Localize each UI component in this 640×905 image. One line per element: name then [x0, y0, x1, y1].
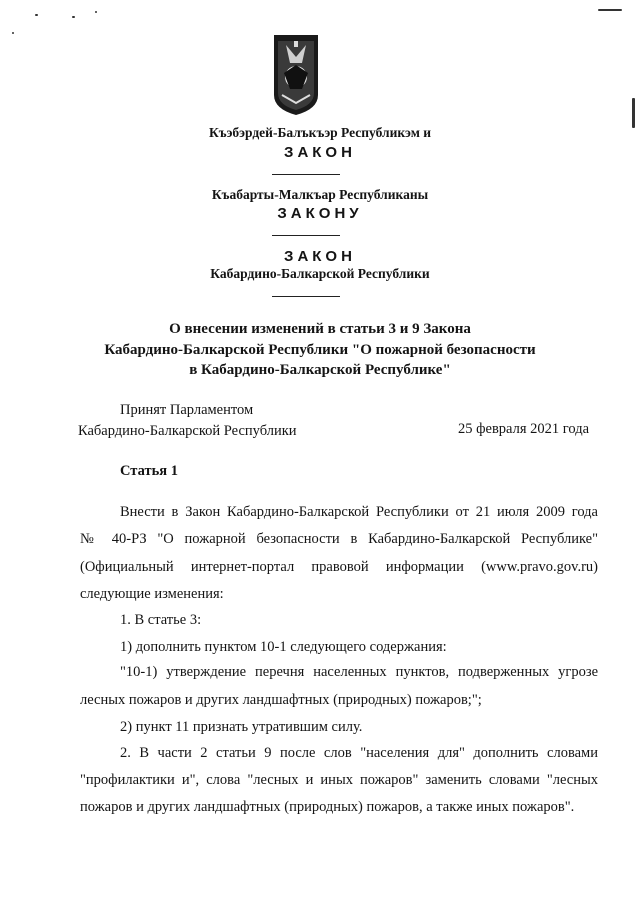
- article-heading: Статья 1: [120, 463, 178, 479]
- adoption-line: Принят Парламентом: [120, 402, 254, 418]
- paragraph-line: следующие изменения:: [80, 586, 224, 602]
- scan-speck: [12, 32, 14, 34]
- header-zakon-russian: ЗАКОН: [284, 248, 356, 265]
- document-title-line: в Кабардино-Балкарской Республике": [189, 362, 451, 378]
- header-line-balkar: Къабарты-Малкъар Республиканы: [211, 187, 429, 202]
- scan-speck: [72, 16, 75, 18]
- coat-of-arms-emblem: [272, 33, 320, 117]
- divider: [272, 296, 340, 297]
- document-title-line: Кабардино-Балкарской Республики "О пожарной безопасности: [104, 342, 536, 358]
- document-title-line: О внесении изменений в статьи 3 и 9 Закона: [169, 321, 471, 337]
- paragraph-line: пожаров и других ландшафтных (природных) пожаров, а также иных пожаров".: [80, 799, 575, 815]
- quote-line: "10-1) утверждение перечня населенных пунктов, подверженных угрозе: [120, 664, 598, 680]
- quote-line: лесных пожаров и других ландшафтных (природных) пожаров;";: [80, 692, 482, 708]
- scan-speck: [632, 98, 635, 128]
- divider: [272, 235, 340, 236]
- paragraph-line: (Официальный интернет-портал правовой информации (www.pravo.gov.ru): [80, 559, 598, 575]
- list-item: 2) пункт 11 признать утратившим силу.: [120, 719, 363, 735]
- header-zakonu-balkar: ЗАКОНУ: [277, 205, 363, 222]
- scan-speck: [598, 9, 622, 11]
- adoption-line: Кабардино-Балкарской Республики: [78, 423, 297, 439]
- divider: [272, 174, 340, 175]
- list-item: 1. В статье 3:: [120, 612, 202, 628]
- list-item: 1) дополнить пунктом 10-1 следующего содержания:: [120, 639, 447, 655]
- adoption-date: 25 февраля 2021 года: [458, 421, 590, 437]
- scan-speck: [95, 11, 97, 13]
- paragraph-line: "профилактики и", слова "лесных и иных пожаров" заменить словами "лесных: [80, 772, 598, 788]
- paragraph-line: 2. В части 2 статьи 9 после слов "населения для" дополнить словами: [120, 745, 598, 761]
- header-line-russian: Кабардино-Балкарской Республики: [210, 266, 430, 281]
- header-line-kabardian: Къэбэрдей-Балъкъэр Республикэм и: [208, 125, 432, 140]
- paragraph-line: Внести в Закон Кабардино-Балкарской Республики от 21 июля 2009 года: [120, 504, 598, 520]
- scan-speck: [35, 14, 38, 16]
- header-zakon-kabardian: ЗАКОН: [284, 144, 356, 161]
- paragraph-line: № 40-РЗ "О пожарной безопасности в Кабардино-Балкарской Республике": [80, 531, 598, 547]
